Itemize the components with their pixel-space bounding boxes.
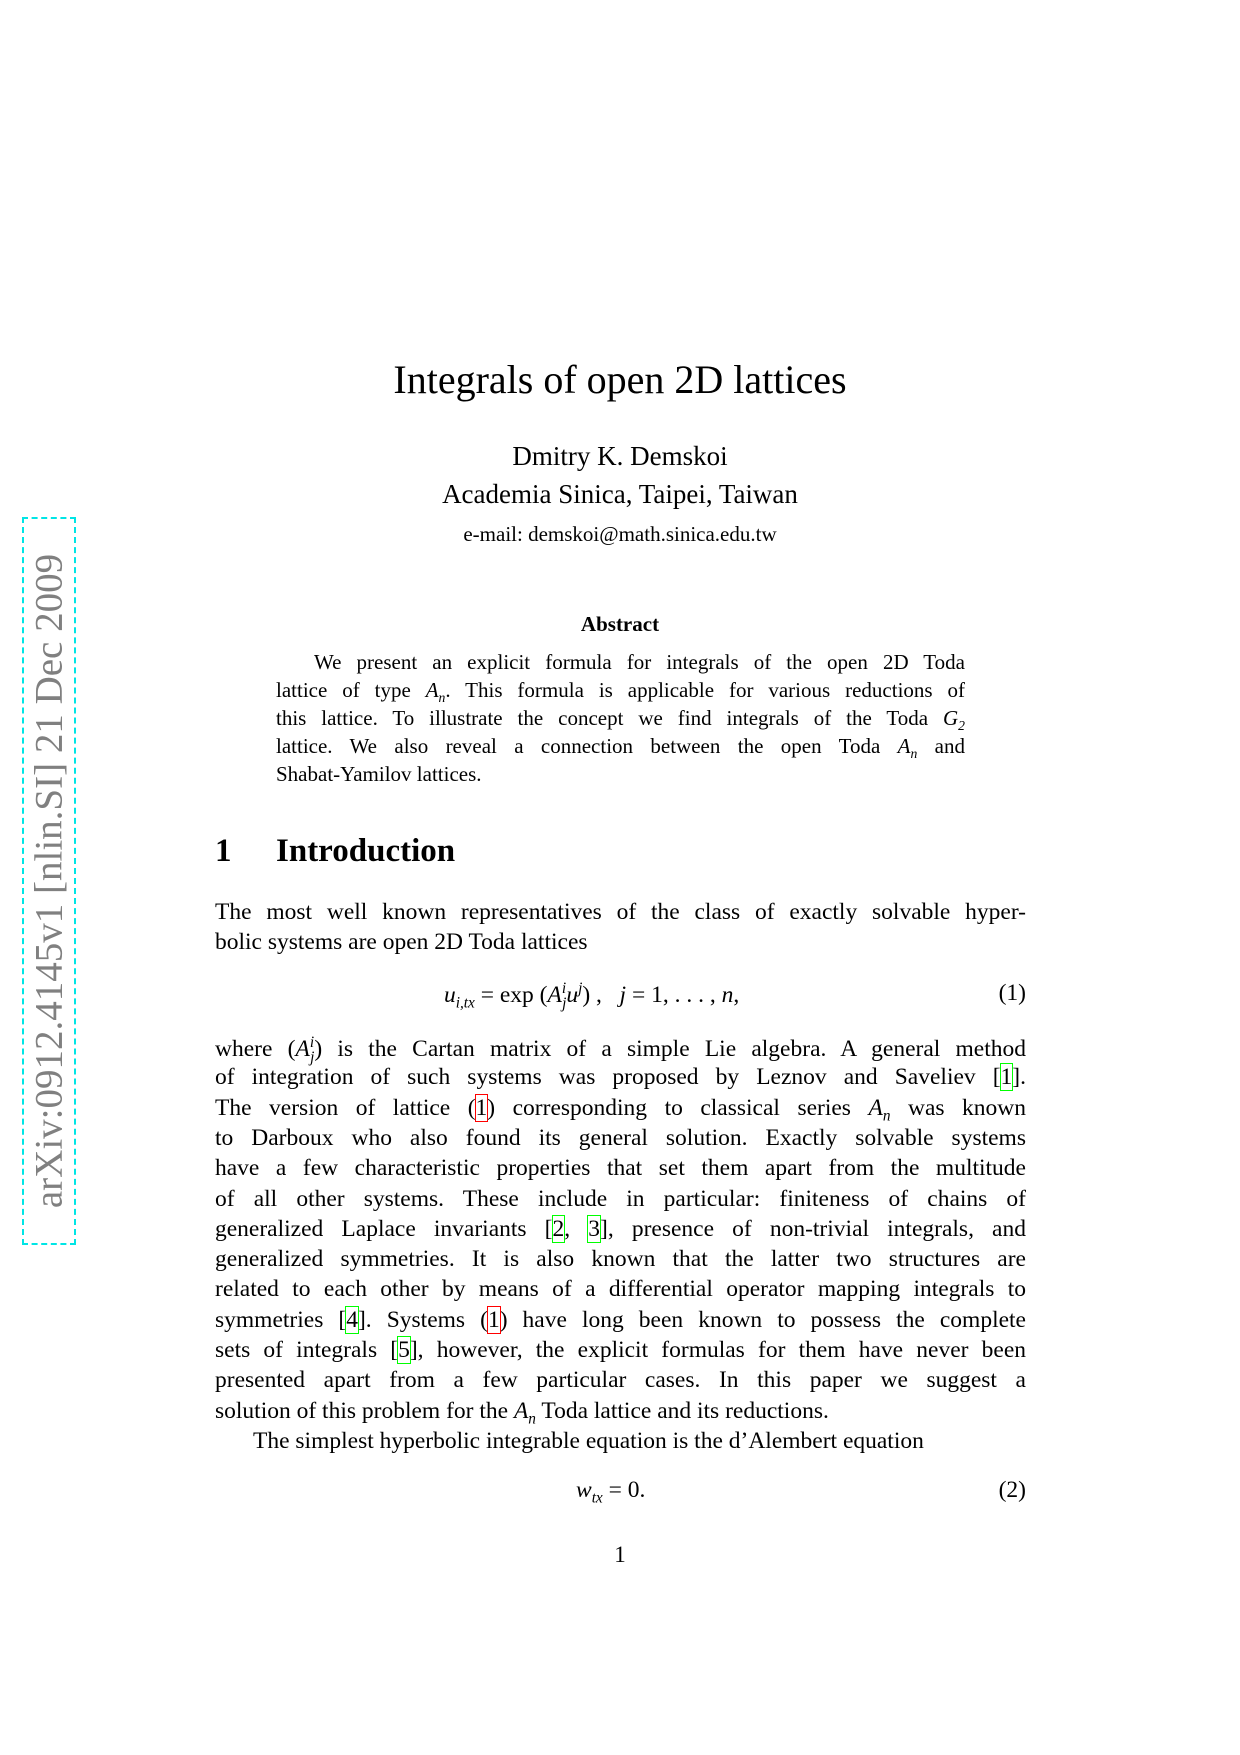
- text-line: [215, 1186, 1026, 1213]
- text-line: [276, 650, 965, 675]
- math-base: G: [943, 706, 959, 730]
- math-base: A: [897, 734, 911, 758]
- citation-link[interactable]: 4: [346, 1306, 358, 1333]
- eq-superscript: i: [561, 980, 567, 997]
- text-line: [215, 1155, 1026, 1182]
- author-affiliation: Academia Sinica, Taipei, Taiwan: [442, 479, 798, 509]
- text-line: [276, 734, 965, 762]
- text-run: and: [917, 734, 965, 758]
- text-line: [215, 1276, 1026, 1303]
- text-run: lattice of type: [276, 678, 426, 702]
- math-symbol: [295, 1034, 315, 1066]
- equation-1: [444, 980, 739, 1013]
- text-run: ], presence of non-trivial integrals, and: [600, 1215, 1026, 1242]
- eq-symbol: w: [576, 1477, 592, 1503]
- text-line: [215, 1398, 1026, 1429]
- eq-text: ) ,: [582, 981, 620, 1008]
- text-run: ,: [564, 1215, 589, 1242]
- text-line: [215, 1337, 1026, 1364]
- text-run: to Darboux who also found its general solution. Exactly solvable systems: [215, 1124, 1026, 1151]
- abstract-heading: Abstract: [580, 612, 660, 636]
- eq-symbol: A: [547, 981, 562, 1008]
- math-subscript: n: [882, 1107, 891, 1125]
- text-line: [276, 762, 965, 787]
- eq-subscript: tx: [591, 1489, 603, 1507]
- text-run: solution of this problem for the: [215, 1397, 514, 1424]
- equation-1-number: (1): [998, 980, 1026, 1006]
- math-subscript: n: [528, 1410, 536, 1428]
- text-run: this lattice. To illustrate the concept we find integrals of the Toda: [276, 706, 943, 730]
- citation-link[interactable]: 5: [398, 1337, 410, 1363]
- section-heading: [215, 833, 455, 870]
- text-run: . This formula is applicable for various reductions of: [445, 678, 965, 702]
- page-number: 1: [614, 1542, 626, 1567]
- math-subscript: n: [438, 690, 446, 706]
- math-base: A: [295, 1035, 310, 1062]
- text-run: Shabat-Yamilov lattices.: [276, 762, 482, 786]
- text-run: have a few characteristic properties that set them apart from the multitude: [215, 1155, 1026, 1182]
- text-run: bolic systems are open 2D Toda lattices: [215, 929, 588, 955]
- text-run: ) corresponding to classical series: [487, 1094, 869, 1121]
- text-run: ], however, the explicit formulas for them have never been: [409, 1337, 1027, 1363]
- equation-reference-link[interactable]: 1: [487, 1306, 500, 1333]
- text-line: [215, 1307, 1026, 1334]
- eq-text: = 0.: [602, 1477, 646, 1503]
- text-run: lattice. We also reveal a connection between the open Toda: [276, 734, 898, 758]
- text-run: ) is the Cartan matrix of a simple Lie algebra. A general method: [314, 1035, 1027, 1062]
- author-email: e-mail: demskoi@math.sinica.edu.tw: [463, 522, 777, 546]
- text-run: generalized symmetries. It is also known that the latter two structures are: [215, 1246, 1026, 1273]
- math-subscript: n: [910, 746, 918, 762]
- text-run: The version of lattice (: [215, 1094, 476, 1121]
- citation-link[interactable]: 1: [1000, 1064, 1013, 1091]
- text-run: The most well known representatives of the class of exactly solvable hyper-: [215, 899, 1026, 925]
- text-run: The simplest hyperbolic integrable equation is the d’Alembert equation: [253, 1427, 924, 1454]
- text-line: [215, 1095, 1026, 1126]
- text-line: [215, 1246, 1026, 1273]
- section-number: 1: [215, 833, 232, 869]
- text-line: [215, 1428, 1026, 1455]
- eq-text: = 1, . . . ,: [626, 981, 722, 1008]
- text-run: presented apart from a few particular cases. In this paper we suggest a: [215, 1367, 1026, 1394]
- math-symbol: [897, 734, 918, 762]
- text-run: ].: [1012, 1064, 1026, 1091]
- section-title: Introduction: [276, 833, 456, 869]
- text-line: [215, 1216, 1026, 1243]
- paper-title: Integrals of open 2D lattices: [393, 357, 847, 402]
- math-symbol: [425, 678, 446, 706]
- text-line: [215, 1034, 1026, 1067]
- citation-link[interactable]: 2: [552, 1215, 565, 1242]
- eq-superscript: j: [578, 980, 583, 997]
- arxiv-identifier: arXiv:0912.4145v1 [nlin.SI] 21 Dec 2009: [27, 553, 71, 1209]
- author-name: Dmitry K. Demskoi: [512, 441, 728, 471]
- text-run: generalized Laplace invariants [: [215, 1215, 553, 1242]
- text-run: related to each other by means of a differential operator mapping integrals to: [215, 1276, 1026, 1303]
- citation-link[interactable]: 3: [588, 1215, 600, 1242]
- text-run: ) have long been known to possess the complete: [499, 1306, 1026, 1333]
- eq-text: = exp (: [474, 981, 548, 1008]
- text-run: where (: [215, 1035, 296, 1062]
- eq-symbol: u: [566, 981, 579, 1008]
- math-subscript: 2: [958, 718, 965, 734]
- math-symbol: [943, 706, 965, 734]
- eq-subscript: i,tx: [455, 994, 475, 1012]
- text-line: [276, 678, 965, 706]
- text-line: [215, 899, 1026, 926]
- text-run: symmetries [: [215, 1306, 347, 1333]
- text-run: of all other systems. These include in particular: finiteness of chains of: [215, 1185, 1026, 1212]
- math-base: A: [425, 678, 439, 702]
- math-subscript: j: [310, 1048, 315, 1066]
- text-run: sets of integrals [: [215, 1337, 399, 1363]
- equation-2-number: (2): [998, 1477, 1026, 1503]
- math-superscript: i: [309, 1034, 315, 1051]
- text-run: Toda lattice and its reductions.: [535, 1397, 829, 1424]
- text-line: [215, 929, 1026, 956]
- eq-symbol: u: [444, 981, 456, 1008]
- eq-symbol: j: [619, 981, 627, 1008]
- eq-text: ,: [733, 981, 740, 1008]
- text-run: of integration of such systems was proposed by Leznov and Saveliev [: [215, 1064, 1001, 1091]
- math-symbol: [868, 1094, 891, 1125]
- equation-2: [576, 1477, 645, 1508]
- text-run: was known: [890, 1094, 1026, 1121]
- math-symbol: [513, 1397, 536, 1428]
- equation-reference-link[interactable]: 1: [475, 1094, 488, 1121]
- text-line: [215, 1125, 1026, 1152]
- text-run: ]. Systems (: [357, 1306, 488, 1333]
- text-line: [215, 1367, 1026, 1394]
- eq-subscript: j: [562, 994, 567, 1012]
- eq-symbol: n: [721, 981, 734, 1008]
- text-run: We present an explicit formula for integrals of the open 2D Toda: [314, 650, 965, 674]
- text-line: [276, 706, 965, 734]
- math-base: A: [868, 1094, 883, 1121]
- text-line: [215, 1064, 1026, 1091]
- math-base: A: [513, 1397, 529, 1424]
